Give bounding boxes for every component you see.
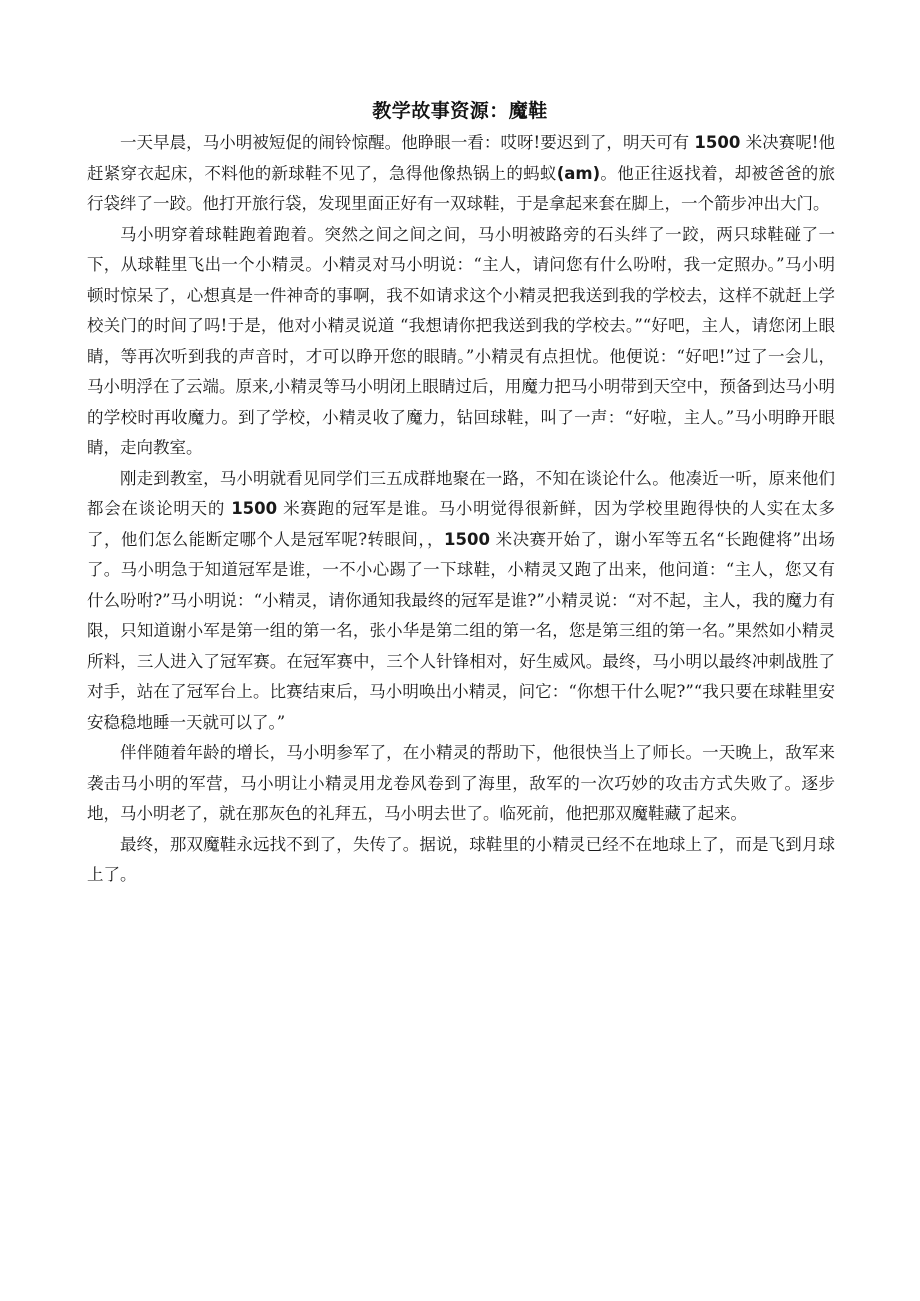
text-run: 最终，那双魔鞋永远找不到了，失传了。据说，球鞋里的小精灵已经不在地球上了，而是飞到月球上了。 [87, 834, 835, 884]
text-run: 马小明穿着球鞋跑着跑着。突然之间之间之间，马小明被路旁的石头绊了一跤，两只球鞋碰了一下，从球鞋里飞出一个小精灵。小精灵对马小明说：“主人，请问您有什么吩咐，我一定照办。”马小明顿时惊呆了，心想真是一件神奇的事啊，我不如请求这个小精灵把我送到我的学校去，这样不就赶上学校关门的时间了吗!于是，他对小精灵说道 “我想请你把我送到我的学校去。”“好吧，主人，请您闭上眼睛，等再次听到我的声音时，才可以睁开您的眼睛。”小精灵有点担忧。他便说：“好吧!”过了一会儿，马小明浮在了云端。原来,小精灵等马小明闭上眼睛过后，用魔力把马小明带到天空中，预备到达马小明的学校时再收魔力。到了学校，小精灵收了魔力，钻回球鞋，叫了一声：“好啦，主人。”马小明睁开眼睛，走向教室。 [87, 224, 835, 457]
text-run: 一天早晨，马小明被短促的闹铃惊醒。他睁眼一看：哎呀!要迟到了，明天可有 [120, 133, 695, 152]
text-run: 米赛跑的冠军是谁。马小明觉得很新鲜，因为学校里跑得快的人实在太多了，他们怎么能断定哪个人是冠军呢?转眼间，， [87, 499, 836, 549]
paragraph-5 [87, 830, 835, 891]
story-body [87, 128, 835, 891]
text-run: 伴伴随着年龄的增长，马小明参军了，在小精灵的帮助下，他很快当上了师长。一天晚上，敌军来袭击马小明的军营，马小明让小精灵用龙卷风卷到了海里，敌军的一次巧妙的攻击方式失败了。逐步地，马小明老了，就在那灰色的礼拜五，马小明去世了。临死前，他把那双魔鞋藏了起来。 [87, 743, 835, 823]
paragraph-4 [87, 738, 835, 830]
paragraph-2 [87, 220, 835, 464]
document-title: 教学故事资源：魔鞋 [372, 100, 548, 122]
text-run: 米决赛开始了，谢小军等五名“长跑健将”出场了。马小明急于知道冠军是谁，一不小心踢了一下球鞋，小精灵又跑了出来，他问道：“主人，您又有什么吩咐?”马小明说：“小精灵，请你通知我最终的冠军是谁?”小精灵说：“对不起，主人，我的魔力有限，只知道谢小军是第一组的第一名，张小华是第二组的第一名，您是第三组的第一名。”果然如小精灵所料，三人进入了冠军赛。在冠军赛中，三个人针锋相对，好生威风。最终，马小明以最终冲刺战胜了对手，站在了冠军台上。比赛结束后，马小明唤出小精灵，问它：“你想干什么呢?”“我只要在球鞋里安安稳稳地睡一天就可以了。” [87, 529, 835, 732]
text-run: 米决赛呢!他赶紧穿衣起床，不料他的新球鞋不见了，急得他像热锅上的蚂蚁 [87, 133, 835, 183]
text-run-bold: 1500 [694, 133, 741, 152]
text-run: 刚走到教室，马小明就看见同学们三五成群地聚在一路，不知在谈论什么。他凑近一听，原来他们都会在谈论明天的 [87, 468, 835, 518]
paragraph-1 [87, 128, 835, 220]
paragraph-3 [87, 464, 835, 739]
text-run-bold: 1500 [444, 529, 490, 549]
text-run-bold: (am) [556, 163, 601, 183]
text-run-bold: 1500 [231, 499, 278, 518]
text-run: 。他正往返找着，却被爸爸的旅行袋绊了一跤。他打开旅行袋，发现里面正好有一双球鞋，于是拿起来套在脚上，一个箭步冲出大门。 [87, 163, 836, 213]
